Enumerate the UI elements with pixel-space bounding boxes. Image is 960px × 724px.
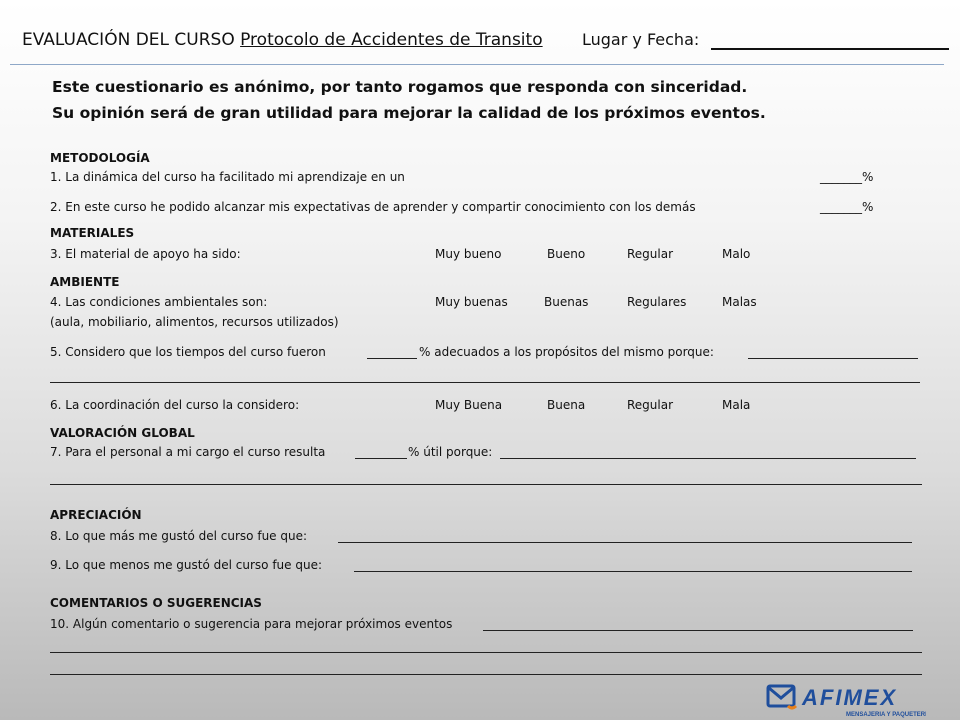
question-9: 9. Lo que menos me gustó del curso fue que: [50, 558, 322, 572]
question-7-start: 7. Para el personal a mi cargo el curso resulta [50, 445, 326, 459]
question-3: 3. El material de apoyo ha sido: [50, 247, 241, 261]
section-apreciacion: APRECIACIÓN [50, 508, 142, 522]
afimex-logo [766, 682, 926, 720]
q3-option-muy-bueno[interactable]: Muy bueno [435, 247, 502, 261]
afimex-logo-graphic [766, 682, 926, 720]
question-10-answer-line-2[interactable] [50, 652, 922, 653]
question-6: 6. La coordinación del curso la considero: [50, 398, 300, 412]
q3-option-regular[interactable]: Regular [627, 247, 674, 261]
question-5-reason-field[interactable] [748, 358, 918, 359]
page-title [22, 30, 543, 50]
section-ambiente: AMBIENTE [50, 275, 120, 289]
logo-tagline: MENSAJERIA Y PAQUETERIA [846, 712, 926, 718]
intro-line-2: Su opinión será de gran utilidad para mejorar la calidad de los próximos eventos. [52, 104, 766, 122]
question-2-percent-field[interactable]: _______% [820, 200, 874, 214]
question-5-end: % adecuados a los propósitos del mismo porque: [419, 345, 714, 359]
logo-wordmark: AFIMEX [802, 685, 898, 710]
question-5-start: 5. Considero que los tiempos del curso fueron [50, 345, 326, 359]
question-7-reason-field[interactable] [500, 458, 916, 459]
title-prefix: EVALUACIÓN DEL CURSO [22, 30, 235, 50]
place-date-field[interactable] [711, 48, 949, 50]
course-name: Protocolo de Accidentes de Transito [240, 30, 543, 50]
question-7-end: % útil porque: [408, 445, 493, 459]
question-5-reason-line-2[interactable] [50, 382, 920, 383]
header-divider [10, 64, 944, 65]
question-9-answer-field[interactable] [354, 571, 912, 572]
question-4-note: (aula, mobiliario, alimentos, recursos utilizados) [50, 315, 339, 329]
place-date-label: Lugar y Fecha: [582, 30, 700, 49]
q4-option-muy-buenas[interactable]: Muy buenas [435, 295, 508, 309]
q4-option-malas[interactable]: Malas [722, 295, 757, 309]
question-10: 10. Algún comentario o sugerencia para mejorar próximos eventos [50, 617, 453, 631]
question-1-percent-field[interactable]: _______% [820, 170, 874, 184]
question-10-answer-field[interactable] [483, 630, 913, 631]
question-7-percent-field[interactable] [355, 458, 407, 459]
question-10-answer-line-3[interactable] [50, 674, 922, 675]
section-valoracion-global: VALORACIÓN GLOBAL [50, 426, 195, 440]
section-materiales: MATERIALES [50, 226, 135, 240]
section-metodologia: METODOLOGÍA [50, 151, 150, 165]
intro-line-1: Este cuestionario es anónimo, por tanto rogamos que responda con sinceridad. [52, 78, 748, 96]
question-8: 8. Lo que más me gustó del curso fue que: [50, 529, 308, 543]
question-4: 4. Las condiciones ambientales son: [50, 295, 268, 309]
question-1: 1. La dinámica del curso ha facilitado mi aprendizaje en un [50, 170, 405, 184]
section-comentarios: COMENTARIOS O SUGERENCIAS [50, 596, 262, 610]
q6-option-regular[interactable]: Regular [627, 398, 674, 412]
q6-option-muy-buena[interactable]: Muy Buena [435, 398, 503, 412]
q4-option-buenas[interactable]: Buenas [544, 295, 589, 309]
q6-option-buena[interactable]: Buena [547, 398, 586, 412]
question-8-answer-field[interactable] [338, 542, 912, 543]
q3-option-bueno[interactable]: Bueno [547, 247, 586, 261]
envelope-icon [768, 686, 796, 708]
q4-option-regulares[interactable]: Regulares [627, 295, 687, 309]
q3-option-malo[interactable]: Malo [722, 247, 751, 261]
q6-option-mala[interactable]: Mala [722, 398, 751, 412]
question-5-percent-field[interactable] [367, 358, 417, 359]
question-2: 2. En este curso he podido alcanzar mis expectativas de aprender y compartir conocimiento con los demás [50, 200, 696, 214]
question-7-reason-line-2[interactable] [50, 484, 922, 485]
